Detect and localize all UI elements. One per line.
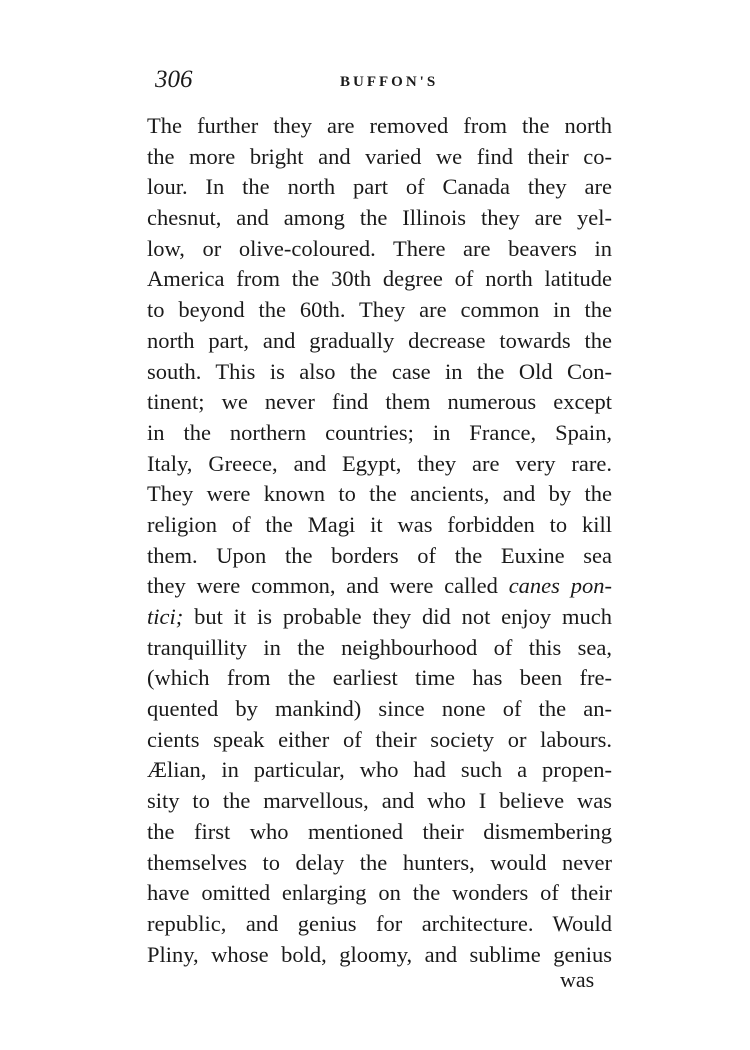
text-line-2: the more bright and varied we find their co- [147,143,612,169]
text-line-14: religion of the Magi it was forbidden to kill [147,511,612,537]
text-line-27: republic, and genius for architecture. Would [147,910,612,936]
text-line-18: tranquillity in the neighbourhood of this sea, [147,634,612,660]
text-line-10: tinent; we never find them numerous except [147,389,612,415]
text-line-13: They were known to the ancients, and by the [147,481,612,507]
text-line-28: Pliny, whose bold, gloomy, and sublime genius [147,941,612,967]
text-line-16-roman: they were common, and were called [147,573,509,599]
text-line-15: them. Upon the borders of the Euxine sea [147,542,612,568]
text-line-12: Italy, Greece, and Egypt, they are very rare. [147,450,612,476]
italic-latin-phrase-start: canes pon- [508,573,612,599]
text-line-7: to beyond the 60th. They are common in the [147,297,612,323]
text-line-22: Ælian, in particular, who had such a propen- [147,757,612,783]
text-line-26: have omitted enlarging on the wonders of their [147,880,612,906]
text-line-8: north part, and gradually decrease towards the [147,327,612,353]
text-line-19: (which from the earliest time has been fre- [147,665,612,691]
text-line-17-roman: but it is probable they did not enjoy much [194,604,612,629]
italic-latin-phrase-end: tici; [147,604,195,629]
text-line-3: lour. In the north part of Canada they are [147,174,612,200]
text-line-20: quented by mankind) since none of the an- [147,696,612,722]
text-line-21: cients speak either of their society or labours. [147,726,612,752]
text-line-9: south. This is also the case in the Old Con- [147,358,612,384]
text-line-24: the first who mentioned their dismembering [147,818,612,844]
body-text [147,111,612,970]
text-line-11: in the northern countries; in France, Spain, [147,419,612,445]
text-line-17 [147,602,612,633]
text-line-6: America from the 30th degree of north latitude [147,266,612,292]
text-line-4: chesnut, and among the Illinois they are yel- [147,205,612,231]
page-header [155,66,610,98]
catchword: was [560,967,595,992]
text-line-23: sity to the marvellous, and who I believe was [147,788,612,814]
text-line-25: themselves to delay the hunters, would never [147,849,612,875]
text-line-1: The further they are removed from the north [147,113,612,138]
text-line-5: low, or olive-coloured. There are beavers in [147,235,612,261]
page-number: 306 [155,66,193,93]
text-line-16 [147,571,612,602]
running-head: BUFFON'S [340,74,439,90]
